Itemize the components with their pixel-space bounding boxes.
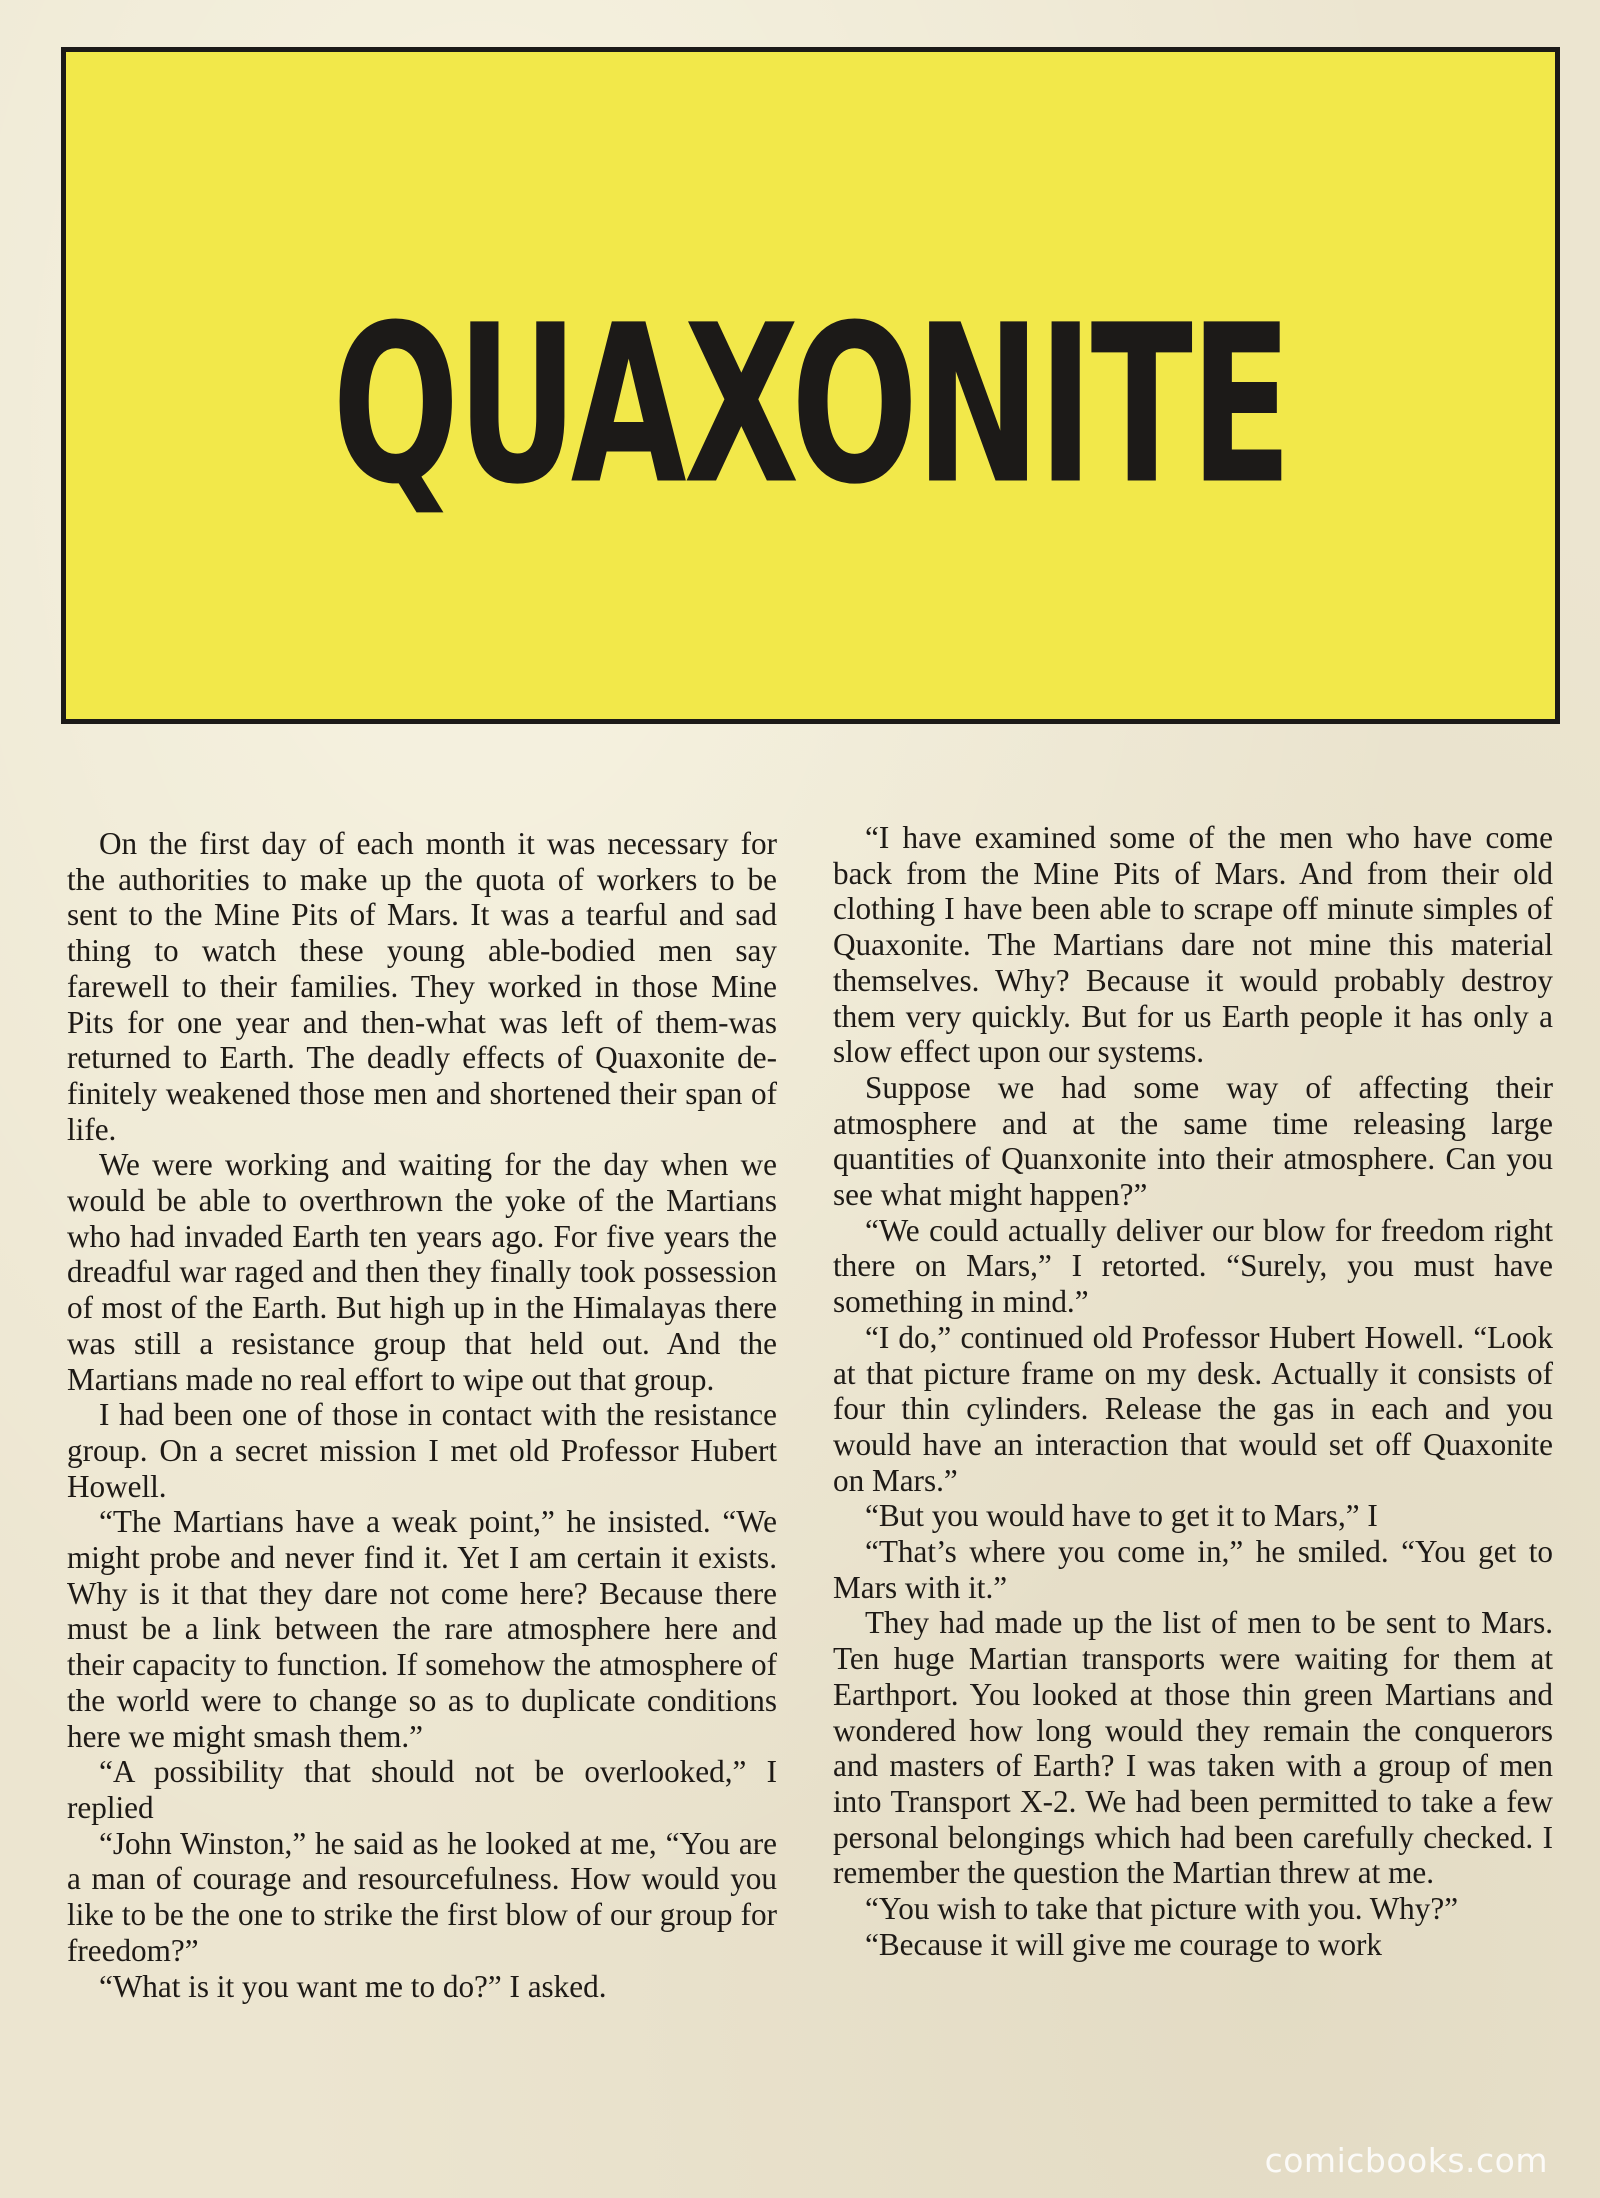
paragraph: “You wish to take that picture with you. Why?”: [865, 1891, 1459, 1927]
paragraph: Suppose we had some way of affecting their atmosphere and at the same time releasing large quantities of Quanxonite into their atmosphere. Can you see what might happen?”: [833, 1069, 1553, 1213]
paragraph: “John Winston,” he said as he looked at me, “You are a man of courage and resourcefulness. How would you like to be the one to strike the first blow of our group for freedom?”: [67, 1825, 777, 1968]
paragraph: “Because it will give me courage to work: [865, 1926, 1383, 1962]
paragraph: “I have examined some of the men who have come back from the Mine Pits of Mars. And from their old clothing I have been able to scrape off minute simples of Quaxonite. The Martians dare not mine this material themselves. Why? Because it would probably destroy them very quickly. But for us Earth people it has only a slow effect upon our systems.: [833, 820, 1553, 1070]
paragraph: “The Martians have a weak point,” he insisted. “We might probe and never find it. Yet I am certain it exists. Why is it that they dare not come here? Because there must be a link between the rare atmosphere here and their capacity to function. If somehow the atmosphere of the world were to change so as to duplicate conditions here we might smash them.”: [67, 1504, 777, 1754]
paragraph: On the first day of each month it was necessary for the authorities to make up the quota of workers to be sent to the Mine Pits of Mars. It was a tearful and sad thing to watch these young able-bodied men say farewell to their families. They worked in those Mine Pits for one year and then-what was left of them-was returned to Earth. The deadly effects of Quaxonite definitely weakened those men and shortened their span of life.: [67, 826, 777, 1147]
paragraph: “But you would have to get it to Mars,” I: [865, 1498, 1378, 1534]
paragraph: “That’s where you come in,” he smiled. “You get to Mars with it.”: [833, 1534, 1553, 1605]
paragraph: I had been one of those in contact with the resistance group. On a secret mission I met old Professor Hubert Howell.: [67, 1397, 777, 1504]
story-title: QUAXONITE: [331, 278, 1290, 533]
right-text-column: [833, 820, 1553, 1963]
paragraph: “A possibility that should not be overlooked,” I replied: [67, 1754, 777, 1825]
left-text-column: [67, 826, 777, 2004]
site-watermark: comicbooks.com: [1264, 2141, 1548, 2180]
paragraph: They had made up the list of men to be sent to Mars. Ten huge Martian transports were waiting for them at Earthport. You looked at those thin green Martians and wondered how long would they remain the conquerors and masters of Earth? I was taken with a group of men into Transport X-2. We had been permitted to take a few personal belongings which had been carefully checked. I remember the question the Martian threw at me.: [833, 1605, 1553, 1891]
paragraph: We were working and waiting for the day when we would be able to overthrown the yoke of the Martians who had invaded Earth ten years ago. For five years the dreadful war raged and then they finally took possession of most of the Earth. But high up in the Himalayas there was still a resistance group that held out. And the Martians made no real effort to wipe out that group.: [67, 1147, 777, 1397]
title-banner: [61, 47, 1560, 724]
paragraph: “I do,” continued old Professor Hubert Howell. “Look at that picture frame on my desk. Actually it consists of four thin cylinders. Release the gas in each and you would have an interaction that would set off Quaxonite on Mars.”: [833, 1319, 1553, 1498]
paragraph: “What is it you want me to do?” I asked.: [99, 1968, 607, 2004]
paragraph: “We could actually deliver our blow for freedom right there on Mars,” I retorted. “Surely, you must have something in mind.”: [833, 1212, 1553, 1320]
